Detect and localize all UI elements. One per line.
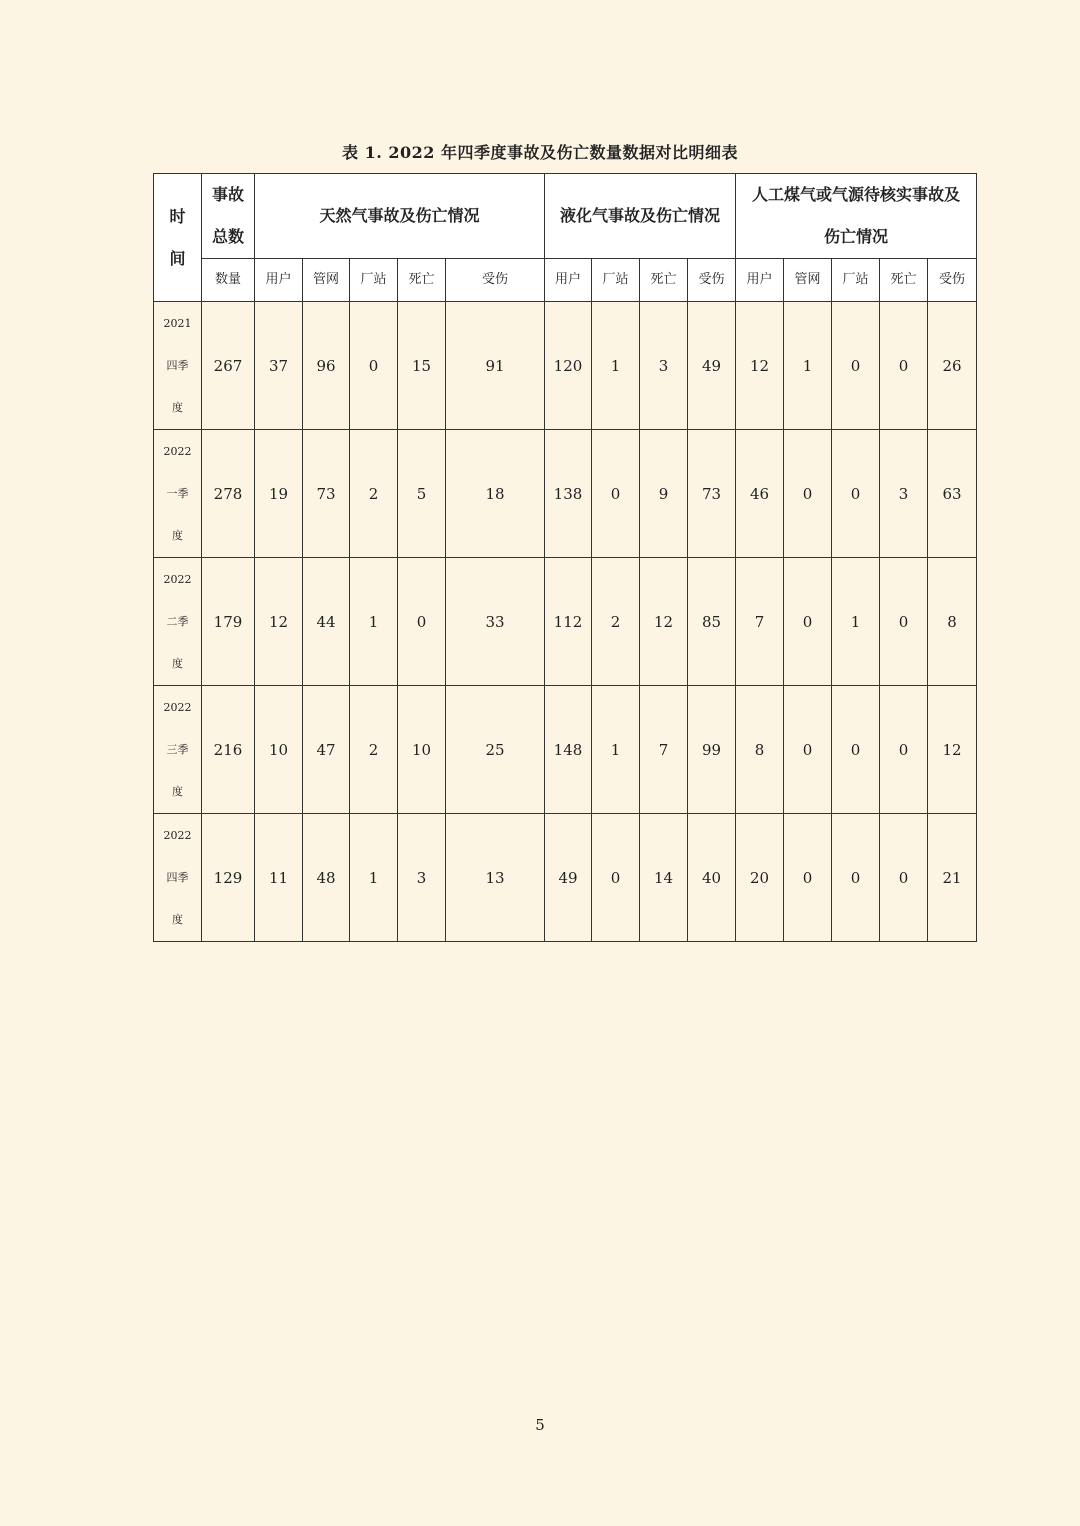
period-cell [154,686,202,814]
lpg-value-cell: 73 [688,430,736,558]
natural-gas-value-cell: 48 [303,814,350,942]
artificial-gas-value-cell: 1 [784,302,832,430]
period-quarter: 一季 [166,486,189,500]
lpg-group-header: 液化气事故及伤亡情况 [545,174,736,259]
artificial-gas-group-header [736,174,977,259]
lpg-value-cell: 99 [688,686,736,814]
artificial-gas-value-cell: 0 [784,814,832,942]
total-header [202,174,255,259]
time-header-line2: 间 [169,248,186,268]
lpg-value-cell: 85 [688,558,736,686]
lpg-value-cell: 2 [592,558,640,686]
lpg-value-cell: 40 [688,814,736,942]
natural-gas-value-cell: 10 [398,686,446,814]
total-header-line2: 总数 [211,227,244,246]
lpg-value-cell: 112 [545,558,592,686]
artificial-gas-subheader: 厂站 [832,259,880,302]
period-suffix: 度 [172,656,183,670]
total-cell: 129 [202,814,255,942]
period-cell [154,558,202,686]
accident-data-table [153,173,977,942]
natural-gas-value-cell: 1 [350,814,398,942]
artificial-gas-value-cell: 21 [928,814,977,942]
natural-gas-value-cell: 73 [303,430,350,558]
artificial-gas-value-cell: 46 [736,430,784,558]
natural-gas-value-cell: 3 [398,814,446,942]
lpg-value-cell: 12 [640,558,688,686]
total-cell: 278 [202,430,255,558]
artificial-gas-value-cell: 20 [736,814,784,942]
table-row [154,814,977,942]
lpg-value-cell: 1 [592,302,640,430]
lpg-value-cell: 14 [640,814,688,942]
artificial-gas-value-cell: 0 [784,430,832,558]
artificial-gas-value-cell: 63 [928,430,977,558]
natural-gas-value-cell: 2 [350,686,398,814]
artificial-gas-subheader: 用户 [736,259,784,302]
period-year: 2022 [163,828,192,842]
lpg-subheader: 厂站 [592,259,640,302]
page-number: 5 [535,1416,545,1434]
total-cell: 267 [202,302,255,430]
artificial-gas-header-line1: 人工煤气或气源待核实事故及 [752,185,961,204]
lpg-value-cell: 49 [545,814,592,942]
lpg-value-cell: 9 [640,430,688,558]
period-suffix: 度 [172,784,183,798]
natural-gas-value-cell: 15 [398,302,446,430]
artificial-gas-value-cell: 0 [784,686,832,814]
count-subheader: 数量 [202,259,255,302]
period-cell [154,814,202,942]
artificial-gas-value-cell: 26 [928,302,977,430]
artificial-gas-value-cell: 0 [832,814,880,942]
total-cell: 216 [202,686,255,814]
period-year: 2022 [163,700,192,714]
natural-gas-group-header: 天然气事故及伤亡情况 [255,174,545,259]
period-cell [154,430,202,558]
artificial-gas-subheader: 死亡 [880,259,928,302]
lpg-subheader: 受伤 [688,259,736,302]
table-row [154,686,977,814]
artificial-gas-value-cell: 0 [832,302,880,430]
lpg-value-cell: 49 [688,302,736,430]
period-year: 2021 [163,316,192,330]
artificial-gas-value-cell: 8 [928,558,977,686]
natural-gas-value-cell: 2 [350,430,398,558]
period-quarter: 四季 [166,870,189,884]
artificial-gas-value-cell: 7 [736,558,784,686]
period-quarter: 二季 [166,614,189,628]
lpg-value-cell: 148 [545,686,592,814]
artificial-gas-value-cell: 0 [880,686,928,814]
period-quarter: 四季 [166,358,189,372]
artificial-gas-header-line2: 伤亡情况 [824,227,889,246]
artificial-gas-value-cell: 0 [880,814,928,942]
natural-gas-value-cell: 1 [350,558,398,686]
natural-gas-value-cell: 0 [350,302,398,430]
lpg-value-cell: 1 [592,686,640,814]
natural-gas-value-cell: 13 [446,814,545,942]
natural-gas-subheader: 用户 [255,259,303,302]
natural-gas-value-cell: 5 [398,430,446,558]
natural-gas-value-cell: 11 [255,814,303,942]
natural-gas-value-cell: 47 [303,686,350,814]
natural-gas-value-cell: 12 [255,558,303,686]
artificial-gas-value-cell: 0 [832,686,880,814]
artificial-gas-value-cell: 0 [880,558,928,686]
natural-gas-value-cell: 25 [446,686,545,814]
period-suffix: 度 [172,400,183,414]
artificial-gas-subheader: 管网 [784,259,832,302]
lpg-value-cell: 138 [545,430,592,558]
natural-gas-value-cell: 19 [255,430,303,558]
table-caption: 表 1. 2022 年四季度事故及伤亡数量数据对比明细表 [342,143,738,162]
lpg-value-cell: 3 [640,302,688,430]
table-row [154,430,977,558]
total-cell: 179 [202,558,255,686]
artificial-gas-value-cell: 0 [832,430,880,558]
natural-gas-value-cell: 0 [398,558,446,686]
lpg-value-cell: 120 [545,302,592,430]
time-header [154,174,202,302]
natural-gas-value-cell: 18 [446,430,545,558]
lpg-subheader: 死亡 [640,259,688,302]
natural-gas-value-cell: 96 [303,302,350,430]
natural-gas-value-cell: 91 [446,302,545,430]
artificial-gas-value-cell: 12 [928,686,977,814]
artificial-gas-value-cell: 1 [832,558,880,686]
artificial-gas-value-cell: 0 [784,558,832,686]
natural-gas-value-cell: 37 [255,302,303,430]
lpg-value-cell: 7 [640,686,688,814]
table-row [154,302,977,430]
artificial-gas-subheader: 受伤 [928,259,977,302]
natural-gas-value-cell: 10 [255,686,303,814]
period-year: 2022 [163,572,192,586]
period-year: 2022 [163,444,192,458]
natural-gas-subheader: 死亡 [398,259,446,302]
artificial-gas-value-cell: 3 [880,430,928,558]
artificial-gas-value-cell: 0 [880,302,928,430]
time-header-line1: 时 [169,206,186,226]
artificial-gas-value-cell: 12 [736,302,784,430]
lpg-subheader: 用户 [545,259,592,302]
natural-gas-subheader: 受伤 [446,259,545,302]
natural-gas-value-cell: 33 [446,558,545,686]
total-header-line1: 事故 [211,185,244,204]
period-cell [154,302,202,430]
natural-gas-subheader: 管网 [303,259,350,302]
period-suffix: 度 [172,528,183,542]
period-quarter: 三季 [166,742,189,756]
natural-gas-value-cell: 44 [303,558,350,686]
artificial-gas-value-cell: 8 [736,686,784,814]
period-suffix: 度 [172,912,183,926]
table-row [154,558,977,686]
lpg-value-cell: 0 [592,814,640,942]
natural-gas-subheader: 厂站 [350,259,398,302]
lpg-value-cell: 0 [592,430,640,558]
